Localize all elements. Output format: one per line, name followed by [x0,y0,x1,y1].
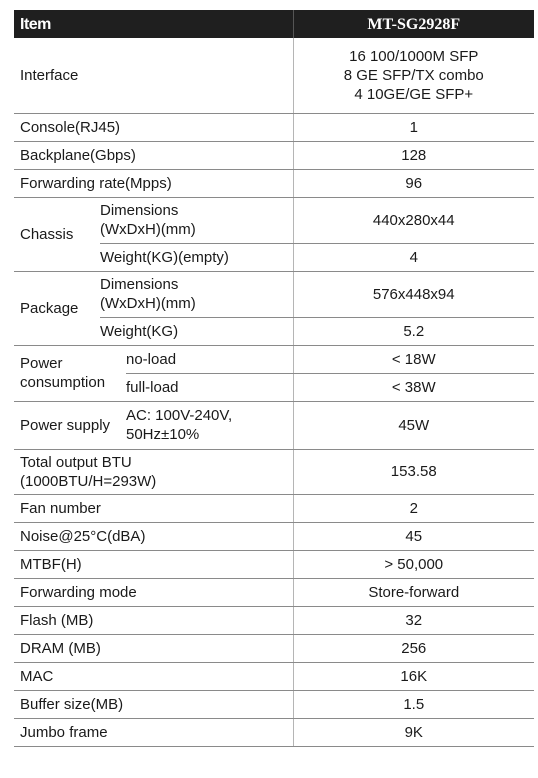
table-row [14,718,534,746]
power-consumption-label [14,345,126,401]
console-label: Console(RJ45) [14,113,293,141]
package-label: Package [14,271,100,345]
power-supply-value: 45W [293,401,534,449]
btu-value: 153.58 [293,449,534,494]
power-supply-sub-label [126,401,293,449]
table-row [14,578,534,606]
table-row [14,494,534,522]
backplane-label: Backplane(Gbps) [14,141,293,169]
fullload-value: < 38W [293,373,534,401]
interface-value-line: 16 100/1000M SFP [349,47,479,65]
table-row [14,401,534,449]
dram-label: DRAM (MB) [14,634,293,662]
jumbo-label: Jumbo frame [14,718,293,746]
mac-label: MAC [14,662,293,690]
chassis-label: Chassis [14,197,100,271]
package-dimensions-label-line: Dimensions [100,276,179,293]
power-supply-sub-label-line: AC: 100V-240V, [126,407,233,424]
table-row [14,141,534,169]
btu-label-line: Total output BTU [20,453,132,471]
table-row [14,634,534,662]
table-row [14,271,534,317]
chassis-dimensions-label [100,197,293,243]
table-row [14,38,534,113]
jumbo-value: 9K [293,718,534,746]
item-header: Item [14,10,293,38]
table-row [14,113,534,141]
mac-value: 16K [293,662,534,690]
btu-label-line: (1000BTU/H=293W) [20,472,157,490]
power-consumption-label-line: consumption [20,374,106,391]
flash-label: Flash (MB) [14,606,293,634]
console-value: 1 [293,113,534,141]
buffer-label: Buffer size(MB) [14,690,293,718]
flash-value: 32 [293,606,534,634]
package-dimensions-label-line: (WxDxH)(mm) [100,295,196,312]
forwarding-mode-value: Store-forward [293,578,534,606]
noise-label: Noise@25°C(dBA) [14,522,293,550]
power-supply-sub-label-line: 50Hz±10% [126,426,200,443]
package-weight-value: 5.2 [293,317,534,345]
mtbf-label: MTBF(H) [14,550,293,578]
chassis-weight-value: 4 [293,243,534,271]
table-header [14,10,534,38]
interface-value-line: 8 GE SFP/TX combo [343,66,484,84]
noload-label: no-load [126,345,293,373]
noise-value: 45 [293,522,534,550]
table-row [14,169,534,197]
table-row [14,345,534,373]
btu-label [14,449,293,494]
chassis-dimensions-value: 440x280x44 [293,197,534,243]
forwarding-rate-label: Forwarding rate(Mpps) [14,169,293,197]
fullload-label: full-load [126,373,293,401]
power-consumption-label-line: Power [20,355,63,372]
forwarding-rate-value: 96 [293,169,534,197]
fan-value: 2 [293,494,534,522]
package-dimensions-value: 576x448x94 [293,271,534,317]
table-row [14,690,534,718]
chassis-weight-label: Weight(KG)(empty) [100,243,293,271]
table-row [14,449,534,494]
table-row [14,522,534,550]
table-row [14,197,534,243]
mtbf-value: > 50,000 [293,550,534,578]
power-supply-label: Power supply [14,401,126,449]
buffer-value: 1.5 [293,690,534,718]
dram-value: 256 [293,634,534,662]
noload-value: < 18W [293,345,534,373]
package-weight-label: Weight(KG) [100,317,293,345]
package-dimensions-label [100,271,293,317]
backplane-value: 128 [293,141,534,169]
interface-label: Interface [14,38,293,113]
table-row [14,550,534,578]
chassis-dimensions-label-line: (WxDxH)(mm) [100,221,196,238]
table-row [14,606,534,634]
table-row [14,662,534,690]
model-header: MT-SG2928F [293,10,534,38]
spec-table [14,10,534,747]
interface-value [293,38,534,113]
interface-value-line: 4 10GE/GE SFP+ [354,85,474,103]
fan-label: Fan number [14,494,293,522]
chassis-dimensions-label-line: Dimensions [100,202,179,219]
forwarding-mode-label: Forwarding mode [14,578,293,606]
